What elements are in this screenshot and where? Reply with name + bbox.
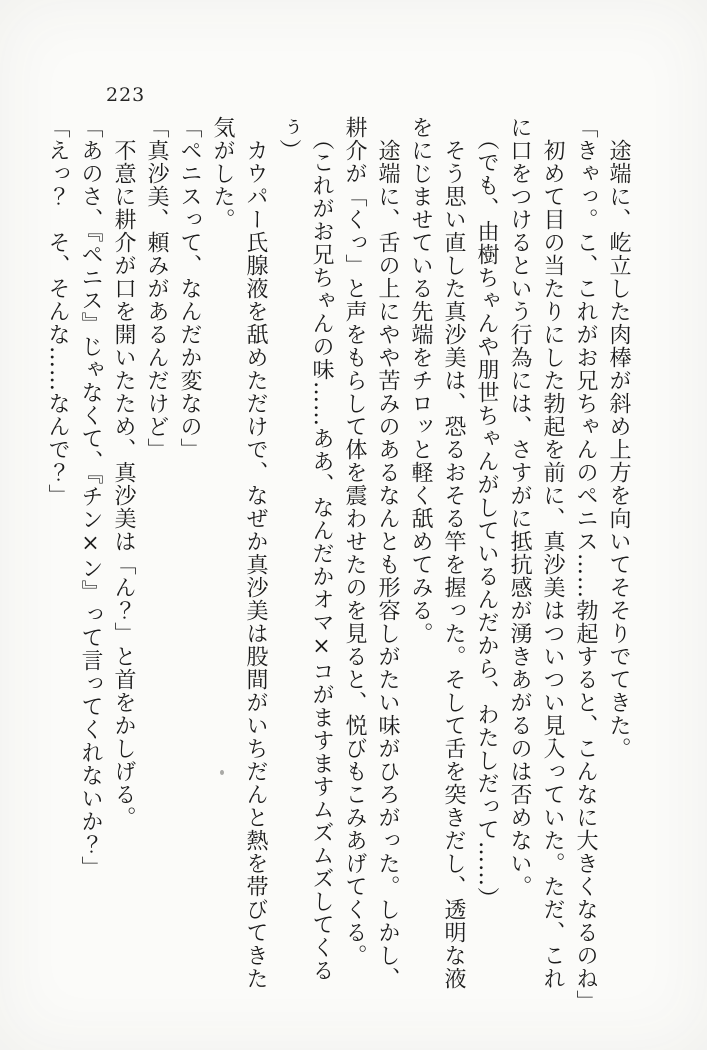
paragraph: 「あのさ、『ペニス』じゃなくて、『チン×ン』って言ってくれないか？」: [78, 116, 103, 879]
print-speck: [220, 770, 224, 775]
paragraph: 途端に、舌の上にやや苦みのあるなんとも形容しがたい味がひろがった。しかし、耕介が「くっ」と声をもらして体を震わせたのを見ると、悦びもこみあげてくる。: [342, 116, 400, 990]
paragraph: 「えっ？ そ、そんな……なんで？」: [45, 116, 70, 507]
paragraph: 「ペニスって、なんだか変なの」: [177, 116, 202, 461]
paragraph: そう思い直した真沙美は、恐るおそる竿を握った。そして舌を突きだし、透明な液をにじませている先端をチロッと軽く舐めてみる。: [408, 116, 466, 990]
paragraph: 「真沙美、頼みがあるんだけど」: [144, 116, 169, 461]
page-number: 223: [106, 84, 146, 106]
paragraph: 初めて目の当たりにした勃起を前に、真沙美はついつい見入っていた。ただ、これに口をつけるという行為には、さすがに抵抗感が湧きあがるのは否めない。: [507, 116, 565, 990]
paragraph: 「きゃっ。こ、これがお兄ちゃんのペニス……勃起すると、こんなに大きくなるのね」: [573, 116, 598, 1013]
paragraph: 途端に、屹立した肉棒が斜め上方を向いてそそりでてきた。: [606, 139, 631, 760]
paragraph: 不意に耕介が口を開いたため、真沙美は「ん？」と首をかしげる。: [111, 139, 136, 829]
paragraph: カウパー氏腺液を舐めただけで、なぜか真沙美は股間がいちだんと熱を帯びてきた気がした。: [210, 116, 268, 990]
text-block: [41, 116, 635, 1012]
paragraph: （これがお兄ちゃんの味……ああ、なんだかオマ×コがますますムズムズしてくるぅ）: [276, 116, 334, 982]
paragraph: （でも、由樹ちゃんや朋世ちゃんがしているんだから、わたしだって……）: [474, 128, 499, 910]
